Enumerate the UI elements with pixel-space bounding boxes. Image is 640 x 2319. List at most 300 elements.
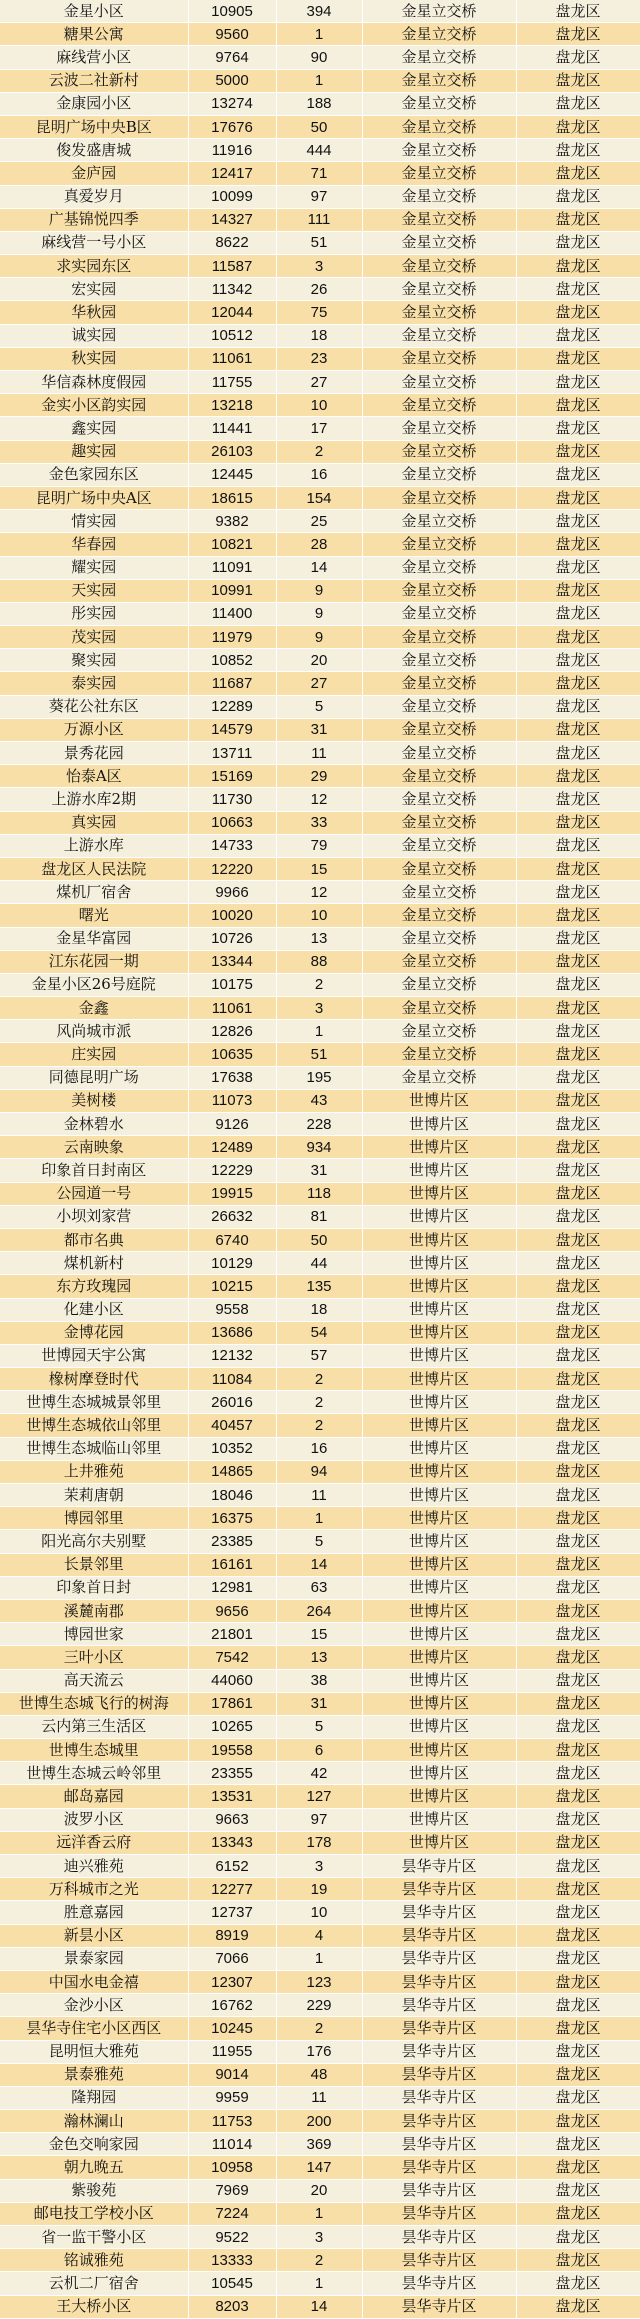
district-cell: 盘龙区	[516, 1692, 640, 1715]
district-cell: 盘龙区	[516, 1182, 640, 1205]
table-row	[0, 0, 640, 23]
community-name-cell: 同德昆明广场	[0, 1066, 188, 1089]
area-cell: 昙华寺片区	[362, 2249, 516, 2272]
listing-count-cell: 29	[276, 765, 362, 788]
listing-count-cell: 111	[276, 208, 362, 231]
community-name-cell: 茉莉唐朝	[0, 1484, 188, 1507]
listing-count-cell: 9	[276, 579, 362, 602]
area-cell: 昙华寺片区	[362, 1924, 516, 1947]
unit-price-cell: 10635	[188, 1043, 276, 1066]
community-name-cell: 俊发盛唐城	[0, 139, 188, 162]
unit-price-cell: 18615	[188, 486, 276, 509]
unit-price-cell: 16161	[188, 1553, 276, 1576]
table-row	[0, 1113, 640, 1136]
unit-price-cell: 11061	[188, 997, 276, 1020]
area-cell: 世博片区	[362, 1252, 516, 1275]
area-cell: 金星立交桥	[362, 301, 516, 324]
community-name-cell: 隆翔园	[0, 2086, 188, 2109]
listing-count-cell: 195	[276, 1066, 362, 1089]
unit-price-cell: 9560	[188, 23, 276, 46]
area-cell: 金星立交桥	[362, 0, 516, 23]
unit-price-cell: 44060	[188, 1669, 276, 1692]
community-name-cell: 小坝刘家营	[0, 1205, 188, 1228]
unit-price-cell: 13711	[188, 742, 276, 765]
unit-price-cell: 12981	[188, 1576, 276, 1599]
community-name-cell: 金庐园	[0, 162, 188, 185]
community-name-cell: 金色家园东区	[0, 463, 188, 486]
listing-count-cell: 1	[276, 2202, 362, 2225]
area-cell: 金星立交桥	[362, 811, 516, 834]
listing-count-cell: 75	[276, 301, 362, 324]
unit-price-cell: 12220	[188, 857, 276, 880]
community-name-cell: 金实小区韵实园	[0, 394, 188, 417]
district-cell: 盘龙区	[516, 834, 640, 857]
community-name-cell: 金鑫	[0, 997, 188, 1020]
area-cell: 金星立交桥	[362, 927, 516, 950]
community-name-cell: 都市名典	[0, 1228, 188, 1251]
table-row	[0, 1089, 640, 1112]
area-cell: 世博片区	[362, 1692, 516, 1715]
unit-price-cell: 12737	[188, 1901, 276, 1924]
community-name-cell: 云波二社新村	[0, 69, 188, 92]
table-row	[0, 1530, 640, 1553]
district-cell: 盘龙区	[516, 1344, 640, 1367]
district-cell: 盘龙区	[516, 857, 640, 880]
listing-count-cell: 27	[276, 371, 362, 394]
listing-count-cell: 14	[276, 556, 362, 579]
area-cell: 昙华寺片区	[362, 2202, 516, 2225]
area-cell: 世博片区	[362, 1089, 516, 1112]
unit-price-cell: 10175	[188, 973, 276, 996]
community-name-cell: 盘龙区人民法院	[0, 857, 188, 880]
table-row	[0, 2133, 640, 2156]
district-cell: 盘龙区	[516, 1507, 640, 1530]
community-name-cell: 煤机新村	[0, 1252, 188, 1275]
area-cell: 金星立交桥	[362, 1066, 516, 1089]
table-row	[0, 1020, 640, 1043]
listing-count-cell: 1	[276, 1947, 362, 1970]
table-row	[0, 510, 640, 533]
table-row	[0, 2156, 640, 2179]
unit-price-cell: 10852	[188, 649, 276, 672]
listing-count-cell: 13	[276, 927, 362, 950]
community-name-cell: 风尚城市派	[0, 1020, 188, 1043]
table-row	[0, 742, 640, 765]
listing-count-cell: 79	[276, 834, 362, 857]
district-cell: 盘龙区	[516, 255, 640, 278]
community-name-cell: 美树楼	[0, 1089, 188, 1112]
table-row	[0, 1669, 640, 1692]
community-name-cell: 省一监干警小区	[0, 2226, 188, 2249]
district-cell: 盘龙区	[516, 278, 640, 301]
unit-price-cell: 10245	[188, 2017, 276, 2040]
area-cell: 昙华寺片区	[362, 1901, 516, 1924]
district-cell: 盘龙区	[516, 2110, 640, 2133]
area-cell: 昙华寺片区	[362, 2086, 516, 2109]
table-row	[0, 1507, 640, 1530]
unit-price-cell: 11979	[188, 626, 276, 649]
district-cell: 盘龙区	[516, 672, 640, 695]
listing-count-cell: 1	[276, 2272, 362, 2295]
area-cell: 金星立交桥	[362, 231, 516, 254]
table-row	[0, 162, 640, 185]
unit-price-cell: 6740	[188, 1228, 276, 1251]
table-row	[0, 278, 640, 301]
community-name-cell: 瀚林澜山	[0, 2110, 188, 2133]
table-row	[0, 371, 640, 394]
unit-price-cell: 12229	[188, 1159, 276, 1182]
unit-price-cell: 13333	[188, 2249, 276, 2272]
table-row	[0, 1646, 640, 1669]
listing-count-cell: 10	[276, 904, 362, 927]
unit-price-cell: 15169	[188, 765, 276, 788]
community-name-cell: 印象首日封	[0, 1576, 188, 1599]
unit-price-cell: 12489	[188, 1136, 276, 1159]
district-cell: 盘龙区	[516, 742, 640, 765]
area-cell: 金星立交桥	[362, 69, 516, 92]
listing-count-cell: 1	[276, 1507, 362, 1530]
community-name-cell: 聚实园	[0, 649, 188, 672]
area-cell: 世博片区	[362, 1460, 516, 1483]
area-cell: 昙华寺片区	[362, 2295, 516, 2318]
listing-count-cell: 43	[276, 1089, 362, 1112]
district-cell: 盘龙区	[516, 1623, 640, 1646]
unit-price-cell: 7224	[188, 2202, 276, 2225]
district-cell: 盘龙区	[516, 2017, 640, 2040]
unit-price-cell: 10991	[188, 579, 276, 602]
area-cell: 金星立交桥	[362, 602, 516, 625]
community-name-cell: 博园邻里	[0, 1507, 188, 1530]
district-cell: 盘龙区	[516, 510, 640, 533]
district-cell: 盘龙区	[516, 1321, 640, 1344]
district-cell: 盘龙区	[516, 1368, 640, 1391]
area-cell: 世博片区	[362, 1298, 516, 1321]
area-cell: 昙华寺片区	[362, 2063, 516, 2086]
community-name-cell: 高天流云	[0, 1669, 188, 1692]
area-cell: 昙华寺片区	[362, 1878, 516, 1901]
district-cell: 盘龙区	[516, 440, 640, 463]
district-cell: 盘龙区	[516, 1901, 640, 1924]
listing-count-cell: 934	[276, 1136, 362, 1159]
listing-count-cell: 9	[276, 626, 362, 649]
area-cell: 金星立交桥	[362, 765, 516, 788]
unit-price-cell: 40457	[188, 1414, 276, 1437]
district-cell: 盘龙区	[516, 1924, 640, 1947]
community-name-cell: 茂实园	[0, 626, 188, 649]
area-cell: 金星立交桥	[362, 718, 516, 741]
unit-price-cell: 11342	[188, 278, 276, 301]
district-cell: 盘龙区	[516, 231, 640, 254]
unit-price-cell: 9014	[188, 2063, 276, 2086]
district-cell: 盘龙区	[516, 1391, 640, 1414]
unit-price-cell: 9764	[188, 46, 276, 69]
unit-price-cell: 10663	[188, 811, 276, 834]
community-name-cell: 金沙小区	[0, 1994, 188, 2017]
district-cell: 盘龙区	[516, 1136, 640, 1159]
table-row	[0, 556, 640, 579]
unit-price-cell: 10215	[188, 1275, 276, 1298]
district-cell: 盘龙区	[516, 1785, 640, 1808]
table-row	[0, 1924, 640, 1947]
listing-count-cell: 1	[276, 1020, 362, 1043]
area-cell: 世博片区	[362, 1831, 516, 1854]
community-name-cell: 真爱岁月	[0, 185, 188, 208]
district-cell: 盘龙区	[516, 927, 640, 950]
listing-count-cell: 31	[276, 1159, 362, 1182]
community-name-cell: 葵花公社东区	[0, 695, 188, 718]
unit-price-cell: 11073	[188, 1089, 276, 1112]
area-cell: 世博片区	[362, 1623, 516, 1646]
table-row	[0, 2063, 640, 2086]
table-row	[0, 347, 640, 370]
area-cell: 世博片区	[362, 1530, 516, 1553]
area-cell: 世博片区	[362, 1599, 516, 1622]
area-cell: 金星立交桥	[362, 510, 516, 533]
area-cell: 昙华寺片区	[362, 2272, 516, 2295]
area-cell: 金星立交桥	[362, 672, 516, 695]
district-cell: 盘龙区	[516, 1275, 640, 1298]
district-cell: 盘龙区	[516, 788, 640, 811]
table-row	[0, 1159, 640, 1182]
table-row	[0, 765, 640, 788]
area-cell: 金星立交桥	[362, 208, 516, 231]
district-cell: 盘龙区	[516, 1414, 640, 1437]
area-cell: 世博片区	[362, 1275, 516, 1298]
listing-count-cell: 118	[276, 1182, 362, 1205]
area-cell: 金星立交桥	[362, 46, 516, 69]
table-row	[0, 1228, 640, 1251]
table-row	[0, 1831, 640, 1854]
table-row	[0, 881, 640, 904]
community-name-cell: 远洋香云府	[0, 1831, 188, 1854]
area-cell: 金星立交桥	[362, 347, 516, 370]
table-row	[0, 92, 640, 115]
district-cell: 盘龙区	[516, 1205, 640, 1228]
table-row	[0, 2202, 640, 2225]
table-row	[0, 23, 640, 46]
district-cell: 盘龙区	[516, 2202, 640, 2225]
area-cell: 金星立交桥	[362, 881, 516, 904]
table-row	[0, 1437, 640, 1460]
district-cell: 盘龙区	[516, 1715, 640, 1738]
area-cell: 世博片区	[362, 1553, 516, 1576]
community-name-cell: 秋实园	[0, 347, 188, 370]
unit-price-cell: 13274	[188, 92, 276, 115]
district-cell: 盘龙区	[516, 1113, 640, 1136]
community-name-cell: 新昙小区	[0, 1924, 188, 1947]
table-row	[0, 2249, 640, 2272]
community-name-cell: 化建小区	[0, 1298, 188, 1321]
listing-count-cell: 23	[276, 347, 362, 370]
community-name-cell: 金康园小区	[0, 92, 188, 115]
listing-count-cell: 2	[276, 1368, 362, 1391]
listing-count-cell: 154	[276, 486, 362, 509]
unit-price-cell: 10265	[188, 1715, 276, 1738]
district-cell: 盘龙区	[516, 1553, 640, 1576]
table-row	[0, 440, 640, 463]
table-row	[0, 2017, 640, 2040]
table-row	[0, 626, 640, 649]
community-name-cell: 华春园	[0, 533, 188, 556]
table-row	[0, 579, 640, 602]
area-cell: 昙华寺片区	[362, 2040, 516, 2063]
area-cell: 金星立交桥	[362, 23, 516, 46]
community-name-cell: 麻线营一号小区	[0, 231, 188, 254]
area-cell: 金星立交桥	[362, 1020, 516, 1043]
community-name-cell: 华信森林度假园	[0, 371, 188, 394]
community-name-cell: 长景邻里	[0, 1553, 188, 1576]
listing-count-cell: 31	[276, 718, 362, 741]
unit-price-cell: 10905	[188, 0, 276, 23]
area-cell: 世博片区	[362, 1344, 516, 1367]
unit-price-cell: 23355	[188, 1762, 276, 1785]
district-cell: 盘龙区	[516, 1878, 640, 1901]
area-cell: 金星立交桥	[362, 185, 516, 208]
table-row	[0, 231, 640, 254]
listing-count-cell: 31	[276, 1692, 362, 1715]
listing-count-cell: 25	[276, 510, 362, 533]
unit-price-cell: 12417	[188, 162, 276, 185]
table-row	[0, 904, 640, 927]
area-cell: 金星立交桥	[362, 626, 516, 649]
district-cell: 盘龙区	[516, 23, 640, 46]
listing-count-cell: 188	[276, 92, 362, 115]
unit-price-cell: 8203	[188, 2295, 276, 2318]
unit-price-cell: 16762	[188, 1994, 276, 2017]
unit-price-cell: 9522	[188, 2226, 276, 2249]
unit-price-cell: 10958	[188, 2156, 276, 2179]
unit-price-cell: 10129	[188, 1252, 276, 1275]
district-cell: 盘龙区	[516, 301, 640, 324]
listing-count-cell: 28	[276, 533, 362, 556]
unit-price-cell: 14579	[188, 718, 276, 741]
table-row	[0, 1878, 640, 1901]
listing-count-cell: 5	[276, 1530, 362, 1553]
unit-price-cell: 9382	[188, 510, 276, 533]
unit-price-cell: 18046	[188, 1484, 276, 1507]
listing-count-cell: 147	[276, 2156, 362, 2179]
area-cell: 世博片区	[362, 1136, 516, 1159]
community-name-cell: 糖果公寓	[0, 23, 188, 46]
area-cell: 世博片区	[362, 1414, 516, 1437]
listing-count-cell: 26	[276, 278, 362, 301]
district-cell: 盘龙区	[516, 1994, 640, 2017]
unit-price-cell: 11687	[188, 672, 276, 695]
unit-price-cell: 12132	[188, 1344, 276, 1367]
listing-count-cell: 12	[276, 788, 362, 811]
area-cell: 世博片区	[362, 1507, 516, 1530]
area-cell: 世博片区	[362, 1715, 516, 1738]
community-name-cell: 万科城市之光	[0, 1878, 188, 1901]
district-cell: 盘龙区	[516, 1252, 640, 1275]
community-name-cell: 金星华富园	[0, 927, 188, 950]
area-cell: 金星立交桥	[362, 92, 516, 115]
area-cell: 金星立交桥	[362, 255, 516, 278]
unit-price-cell: 13531	[188, 1785, 276, 1808]
unit-price-cell: 9959	[188, 2086, 276, 2109]
community-name-cell: 曙光	[0, 904, 188, 927]
community-name-cell: 怡泰A区	[0, 765, 188, 788]
listing-count-cell: 51	[276, 1043, 362, 1066]
table-row	[0, 2179, 640, 2202]
unit-price-cell: 21801	[188, 1623, 276, 1646]
listing-count-cell: 228	[276, 1113, 362, 1136]
listing-count-cell: 11	[276, 1484, 362, 1507]
area-cell: 昙华寺片区	[362, 2156, 516, 2179]
table-row	[0, 1692, 640, 1715]
area-cell: 金星立交桥	[362, 695, 516, 718]
district-cell: 盘龙区	[516, 2086, 640, 2109]
area-cell: 金星立交桥	[362, 533, 516, 556]
community-name-cell: 云南映象	[0, 1136, 188, 1159]
listing-count-cell: 1	[276, 23, 362, 46]
unit-price-cell: 11730	[188, 788, 276, 811]
unit-price-cell: 8919	[188, 1924, 276, 1947]
table-row	[0, 1205, 640, 1228]
district-cell: 盘龙区	[516, 997, 640, 1020]
district-cell: 盘龙区	[516, 2063, 640, 2086]
unit-price-cell: 9126	[188, 1113, 276, 1136]
table-row	[0, 1321, 640, 1344]
district-cell: 盘龙区	[516, 2272, 640, 2295]
unit-price-cell: 12277	[188, 1878, 276, 1901]
table-row	[0, 208, 640, 231]
area-cell: 世博片区	[362, 1368, 516, 1391]
listing-count-cell: 44	[276, 1252, 362, 1275]
community-name-cell: 阳光高尔夫别墅	[0, 1530, 188, 1553]
unit-price-cell: 7066	[188, 1947, 276, 1970]
district-cell: 盘龙区	[516, 1855, 640, 1878]
listing-count-cell: 14	[276, 2295, 362, 2318]
community-name-cell: 昆明广场中央B区	[0, 115, 188, 138]
district-cell: 盘龙区	[516, 1808, 640, 1831]
unit-price-cell: 9656	[188, 1599, 276, 1622]
district-cell: 盘龙区	[516, 1762, 640, 1785]
unit-price-cell: 10821	[188, 533, 276, 556]
community-name-cell: 耀实园	[0, 556, 188, 579]
unit-price-cell: 13218	[188, 394, 276, 417]
area-cell: 昙华寺片区	[362, 1994, 516, 2017]
listing-count-cell: 12	[276, 881, 362, 904]
community-name-cell: 景泰家园	[0, 1947, 188, 1970]
district-cell: 盘龙区	[516, 626, 640, 649]
listing-count-cell: 15	[276, 1623, 362, 1646]
listing-count-cell: 18	[276, 324, 362, 347]
table-row	[0, 649, 640, 672]
district-cell: 盘龙区	[516, 463, 640, 486]
district-cell: 盘龙区	[516, 486, 640, 509]
unit-price-cell: 13344	[188, 950, 276, 973]
table-row	[0, 46, 640, 69]
area-cell: 昙华寺片区	[362, 2133, 516, 2156]
unit-price-cell: 11061	[188, 347, 276, 370]
unit-price-cell: 14327	[188, 208, 276, 231]
community-name-cell: 真实园	[0, 811, 188, 834]
unit-price-cell: 11014	[188, 2133, 276, 2156]
area-cell: 世博片区	[362, 1321, 516, 1344]
listing-count-cell: 71	[276, 162, 362, 185]
community-name-cell: 紫骏苑	[0, 2179, 188, 2202]
area-cell: 金星立交桥	[362, 742, 516, 765]
unit-price-cell: 9558	[188, 1298, 276, 1321]
area-cell: 金星立交桥	[362, 394, 516, 417]
district-cell: 盘龙区	[516, 2249, 640, 2272]
community-name-cell: 金色交响家园	[0, 2133, 188, 2156]
area-cell: 金星立交桥	[362, 1043, 516, 1066]
district-cell: 盘龙区	[516, 950, 640, 973]
area-cell: 昙华寺片区	[362, 2226, 516, 2249]
unit-price-cell: 11091	[188, 556, 276, 579]
